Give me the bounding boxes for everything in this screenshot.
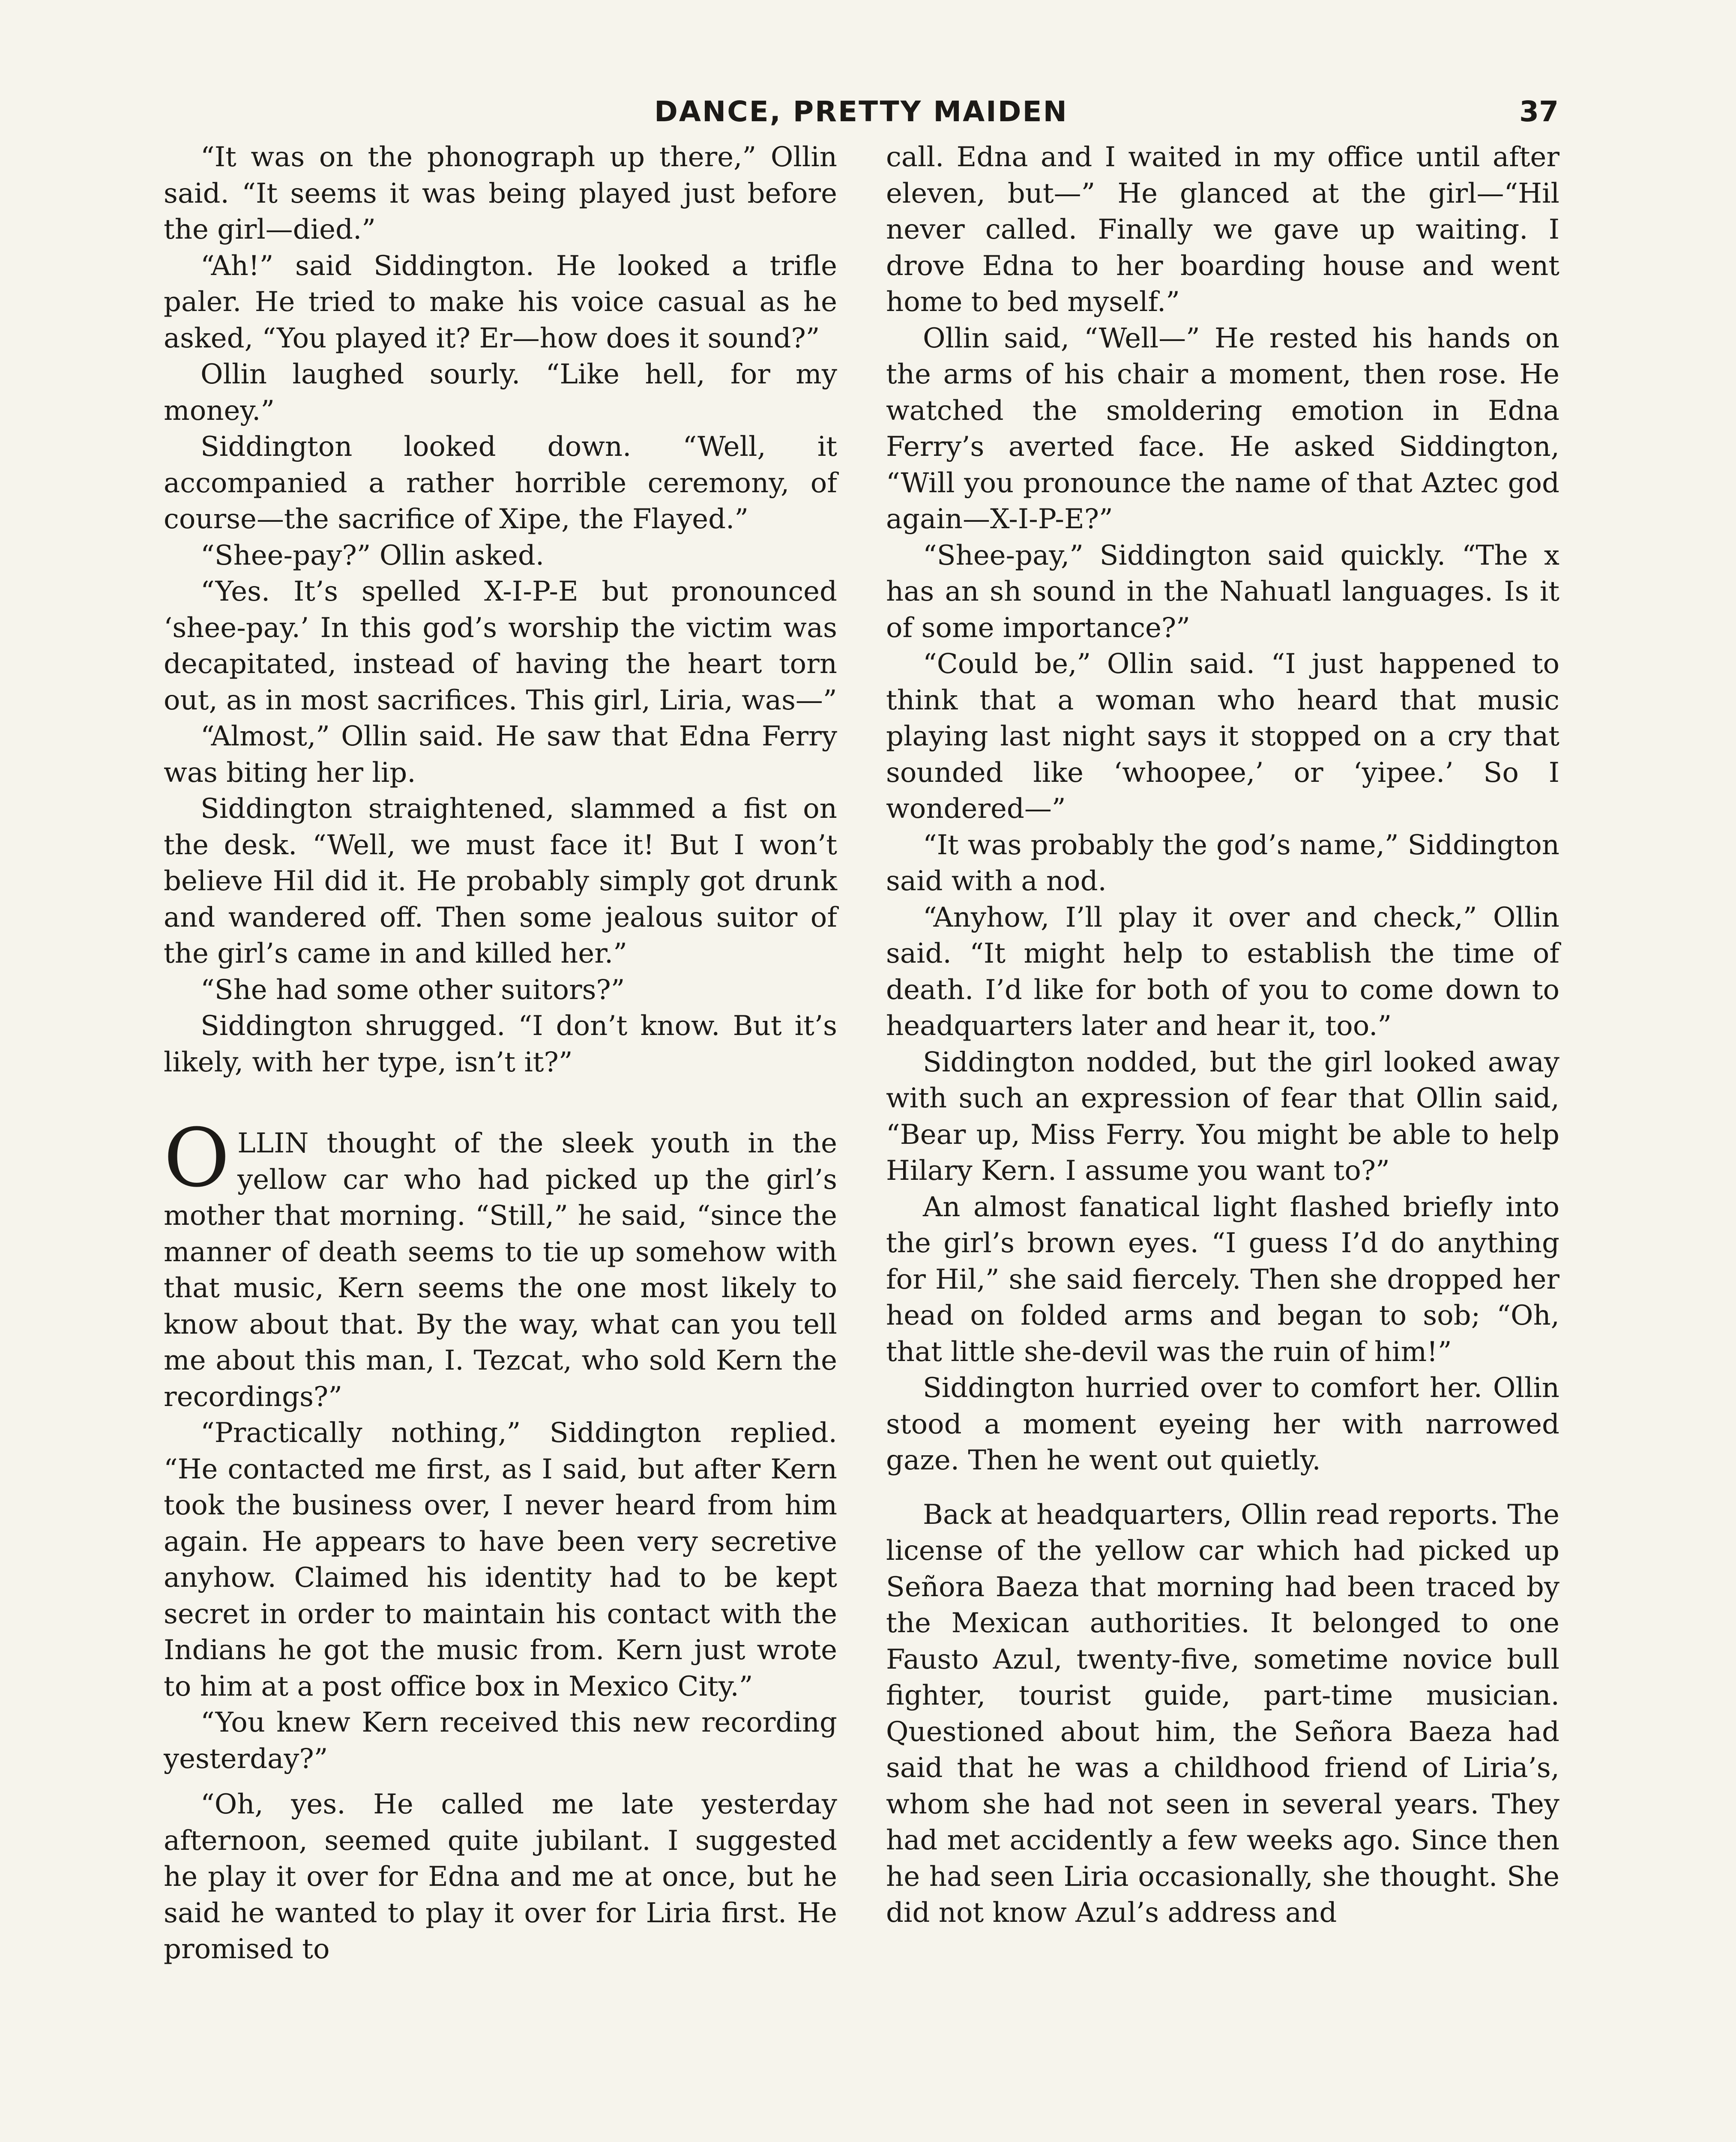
paragraph: “It was on the phonograph up there,” Ollin said. “It seems it was being played just before the girl—died.” [164,141,837,245]
running-title: DANCE, PRETTY MAIDEN [654,95,1068,128]
paragraph: “She had some other suitors?” [201,974,625,1006]
paragraph: “Could be,” Ollin said. “I just happened to think that a woman who heard that music playing last night says it stopped on a cry that sounded like ‘whoopee,’ or ‘yipee.’ So I wondered—” [886,648,1559,825]
paragraph: “Anyhow, I’ll play it over and check,” Ollin said. “It might help to establish the time of death. I’d like for both of you to come down to headquarters later and hear it, too.” [886,901,1559,1042]
dropcap-paragraph [164,1111,837,1415]
continued-paragraph: call. Edna and I waited in my office until after eleven, but—” He glanced at the girl—“Hil never called. Finally we gave up waiting. I drove Edna to her boarding house and went home to bed myself.” [886,141,1559,318]
paragraph: “Almost,” Ollin said. He saw that Edna Ferry was biting her lip. [164,721,837,789]
paragraph: Siddington straightened, slammed a fist on the desk. “Well, we must face it! But I won’t believe Hil did it. He probably simply got drunk and wandered off. Then some jealous suitor of the girl’s came in and killed her.” [164,793,837,969]
paragraph: Siddington nodded, but the girl looked away with such an expression of fear that Ollin said, “Bear up, Miss Ferry. You might be able to help Hilary Kern. I assume you want to?” [886,1046,1559,1187]
paragraph: Siddington looked down. “Well, it accompanied a rather horrible ceremony, of course—the sacrifice of Xipe, the Flayed.” [164,431,837,535]
left-column [164,139,837,1968]
right-column [886,139,1559,1931]
paragraph: Siddington shrugged. “I don’t know. But it’s likely, with her type, isn’t it?” [164,1010,837,1078]
paragraph: “Shee-pay,” Siddington said quickly. “The x has an sh sound in the Nahuatl languages. Is it of some importance?” [886,539,1559,644]
paragraph: Back at headquarters, Ollin read reports. The license of the yellow car which had picked up Señora Baeza that morning had been traced by the Mexican authorities. It belonged to one Fausto Azul, twenty-five, sometime novice bull fighter, tourist guide, part-time musician. Questioned about him, the Señora Baeza had said that he was a childhood friend of Liria’s, whom she had not seen in several years. They had met accidently a few weeks ago. Since then he had seen Liria occasionally, she thought. She did not know Azul’s address and [886,1499,1559,1929]
paragraph: “Ah!” said Siddington. He looked a trifle paler. He tried to make his voice casual as he asked, “You played it? Er—how does it sound?” [164,250,837,354]
paragraph: Ollin said, “Well—” He rested his hands on the arms of his chair a moment, then rose. He watched the smoldering emotion in Edna Ferry’s averted face. He asked Siddington, “Will you pronounce the name of that Aztec god again—X-I-P-E?” [886,322,1559,535]
paragraph: “Yes. It’s spelled X-I-P-E but pronounced ‘shee-pay.’ In this god’s worship the victim was decapitated, instead of having the heart torn out, as in most sacrifices. This girl, Liria, was—” [164,576,837,716]
paragraph: “Shee-pay?” Ollin asked. [201,539,545,571]
paragraph: “Oh, yes. He called me late yesterday afternoon, seemed quite jubilant. I suggested he play it over for Edna and me at once, but he said he wanted to play it over for Liria first. He promised to [164,1789,837,1965]
paragraph: Siddington hurried over to comfort her. Ollin stood a moment eyeing her with narrowed gaze. Then he went out quietly. [886,1372,1559,1476]
paragraph: “You knew Kern received this new recording yesterday?” [164,1707,837,1775]
page-number: 37 [1519,95,1559,128]
dropcap-paragraph-text: LLIN thought of the sleek youth in the yellow car who had picked up the girl’s mother that morning. “Still,” he said, “since the manner of death seems to tie up somehow with that music, Kern seems the one most likely to know about that. By the way, what can you tell me about this man, I. Tezcat, who sold Kern the recordings?” [164,1128,837,1413]
paragraph: “Practically nothing,” Siddington replied. “He contacted me first, as I said, but after Kern took the business over, I never heard from him again. He appears to have been very secretive anyhow. Claimed his identity had to be kept secret in order to maintain his contact with the Indians he got the music from. Kern just wrote to him at a post office box in Mexico City.” [164,1417,837,1702]
paragraph: Ollin laughed sourly. “Like hell, for my money.” [164,359,837,427]
drop-cap: O [164,1111,230,1205]
paragraph: An almost fanatical light flashed briefly into the girl’s brown eyes. “I guess I’d do anything for Hil,” she said fiercely. Then she dropped her head on folded arms and began to sob; “Oh, that little she-devil was the ruin of him!” [886,1191,1559,1368]
paragraph: “It was probably the god’s name,” Siddington said with a nod. [886,829,1559,897]
